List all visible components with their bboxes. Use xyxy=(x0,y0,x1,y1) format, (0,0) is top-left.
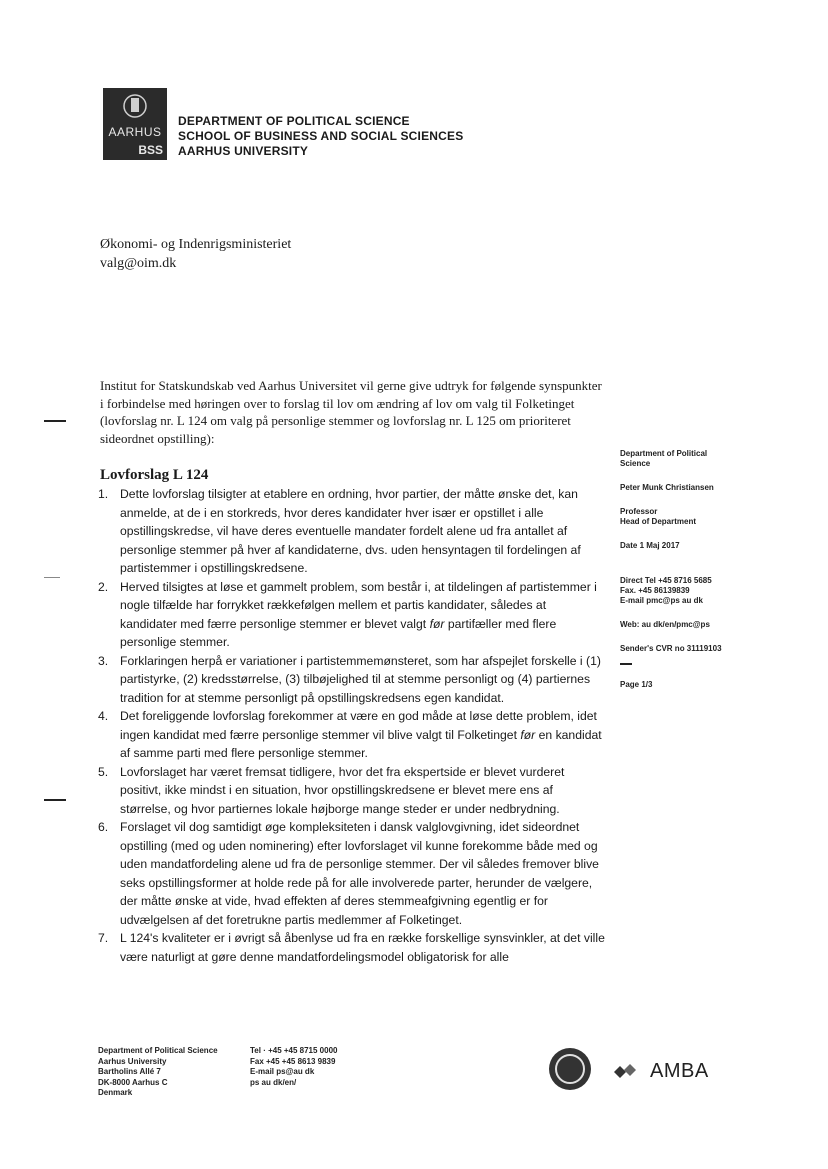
item-text: Herved tilsigtes at løse et gammelt problem, som består i, at tildelingen af partistemmer i nogle tilfælde har forrykket rækkefølgen mellem et partis kandidater, således at kandidater med færre personlige stemmer er blevet valgt xyxy=(120,579,597,631)
item-number: 5. xyxy=(98,764,109,779)
footer-tel: Tel · +45 +45 8715 0000 xyxy=(250,1046,338,1055)
item-text: L 124's kvaliteter er i øvrigt så åbenlyse ud fra en række forskellige synsvinkler, at det ville være naturligt at gøre denne mandatfordelingsmodel obligatorisk for alle xyxy=(120,931,605,964)
list-item xyxy=(98,929,606,966)
sidebar-dept-line: Science xyxy=(620,459,651,468)
intro-paragraph: Institut for Statskundskab ved Aarhus Universitet vil gerne give udtryk for følgende synspunkter i forbindelse med høringen over to forslag til lov om ændring af lov om valg til Folketinget (lovforslag nr. L 124 om valg på personlige stemmer og lovforslag nr. L 125 om prioriteret sideordnet opstilling): xyxy=(100,378,602,446)
item-text: Forklaringen herpå er variationer i partistemmemønsteret, som har afspejlet forskelle i (1) partistyrke, (2) kredsstørrelse, (3) tilbøjelighed til at stemme personligt og (4) partiernes tradition for at stemme personligt på opstillingskredsens egen kandidat. xyxy=(120,653,601,705)
item-text: en kandidat af samme parti med flere personlige stemmer. xyxy=(120,727,602,760)
list-item xyxy=(98,485,606,578)
item-number: 4. xyxy=(98,709,109,723)
footer-address-line: DK-8000 Aarhus C xyxy=(98,1077,168,1087)
item-number: 7. xyxy=(98,931,109,945)
university-seal-icon xyxy=(549,1048,591,1090)
item-emphasis: før xyxy=(429,616,445,631)
fold-mark xyxy=(44,420,66,422)
footer-address xyxy=(98,1046,218,1099)
amba-logo-text: AMBA xyxy=(650,1060,709,1082)
department-name: DEPARTMENT OF POLITICAL SCIENCE xyxy=(178,114,410,128)
sidebar-role xyxy=(620,507,696,527)
university-name: AARHUS UNIVERSITY xyxy=(178,144,309,158)
sidebar-role-line: Professor xyxy=(620,507,658,516)
item-text: Dette lovforslag tilsigter at etablere en ordning, hvor partier, der måtte ønske det, kan anmelde, at de i en storkreds, hvor deres kandidater hver især er opstillet i alle opstillingskredse, vil have deres eventuelle mandater fordelt alene ud fra antallet af personlige stemmer på hver af kandidaterne, dvs. uden hensyntagen til fordelingen af partistemmer i opstillingskredsene. xyxy=(120,487,581,575)
seal-ring xyxy=(555,1054,585,1084)
recipient-email: valg@oim.dk xyxy=(100,256,177,271)
recipient-block xyxy=(100,235,291,273)
sidebar-contact xyxy=(620,576,712,606)
aarhus-bss-logo xyxy=(103,88,167,160)
logo-text-aarhus: AARHUS xyxy=(108,125,162,139)
item-number: 6. xyxy=(98,820,109,834)
sidebar-department xyxy=(620,449,707,469)
amba-logo-icon xyxy=(612,1062,638,1082)
sidebar-web: Web: au dk/en/pmc@ps xyxy=(620,620,710,629)
sidebar-direct-tel: Direct Tel +45 8716 5685 xyxy=(620,576,712,585)
letterhead-title xyxy=(178,114,463,159)
footer-fax: Fax +45 +45 8613 9839 xyxy=(250,1056,336,1066)
footer-address-line: Denmark xyxy=(98,1088,133,1097)
recipient-name: Økonomi- og Indenrigsministeriet xyxy=(100,237,292,252)
item-text: Lovforslaget har været fremsat tidligere, hvor det fra ekspertside er blevet vurderet positivt, ikke mindst i en situation, hvor opstillingskredsene er blevet mere ens af størrelse, og hvor partiernes lokale højborge mange steder er under nedbrydning. xyxy=(120,764,565,816)
item-number: 3. xyxy=(98,653,109,668)
sidebar-email: E-mail pmc@ps au dk xyxy=(620,596,703,605)
item-number: 2. xyxy=(98,579,109,594)
university-seal-icon xyxy=(103,88,167,128)
footer-address-line: Department of Political Science xyxy=(98,1046,218,1055)
footer-contact xyxy=(250,1046,337,1088)
item-text: partifæller med flere personlige stemmer. xyxy=(120,616,557,649)
item-emphasis: før xyxy=(520,727,536,742)
footer-address-line: Bartholins Allé 7 xyxy=(98,1067,161,1076)
logo-text-bss: BSS xyxy=(138,143,163,157)
list-item xyxy=(98,652,606,708)
numbered-list xyxy=(98,485,606,966)
list-item xyxy=(98,818,606,929)
footer-web: ps au dk/en/ xyxy=(250,1077,297,1087)
sidebar-cvr: Sender's CVR no 31119103 xyxy=(620,644,722,653)
footer-email: E-mail ps@au dk xyxy=(250,1067,315,1076)
section-title: Lovforslag L 124 xyxy=(100,467,209,483)
sidebar-dept-line: Department of Political xyxy=(620,449,708,458)
item-text: Forslaget vil dog samtidigt øge kompleksiteten i dansk valglovgivning, idet sideordnet opstilling (med og uden nominering) efter lovforslaget vil kunne forekomme både med og uden mandatfordeling alene ud fra de personlige stemmer. Der vil således fremover blive seks opstillingsformer at holde rede på for alle involverede parter, herunder de vælgere, der måtte ønske at vide, hvad effekten af deres stemmeafgivning egentlig er for udvælgelsen af det foretrukne partis medlemmer af Folketinget. xyxy=(120,820,599,927)
sidebar-date: Date 1 Maj 2017 xyxy=(620,541,680,550)
sidebar-role-line: Head of Department xyxy=(620,517,697,526)
punch-mark xyxy=(44,577,60,578)
list-item xyxy=(98,707,606,763)
sidebar-person: Peter Munk Christiansen xyxy=(620,483,714,492)
footer-address-line: Aarhus University xyxy=(98,1056,167,1066)
fold-mark xyxy=(44,799,66,801)
list-item xyxy=(98,578,606,652)
list-item xyxy=(98,763,606,819)
item-text: Det foreliggende lovforslag forekommer at være en god måde at løse dette problem, idet ingen kandidat med færre personlige stemmer vil blive valgt til Folketinget xyxy=(120,709,597,742)
school-name: SCHOOL OF BUSINESS AND SOCIAL SCIENCES xyxy=(178,129,464,143)
sidebar-rule xyxy=(620,663,632,665)
item-number: 1. xyxy=(98,487,109,501)
sidebar-page: Page 1/3 xyxy=(620,680,653,689)
sidebar-fax: Fax. +45 86139839 xyxy=(620,586,690,595)
